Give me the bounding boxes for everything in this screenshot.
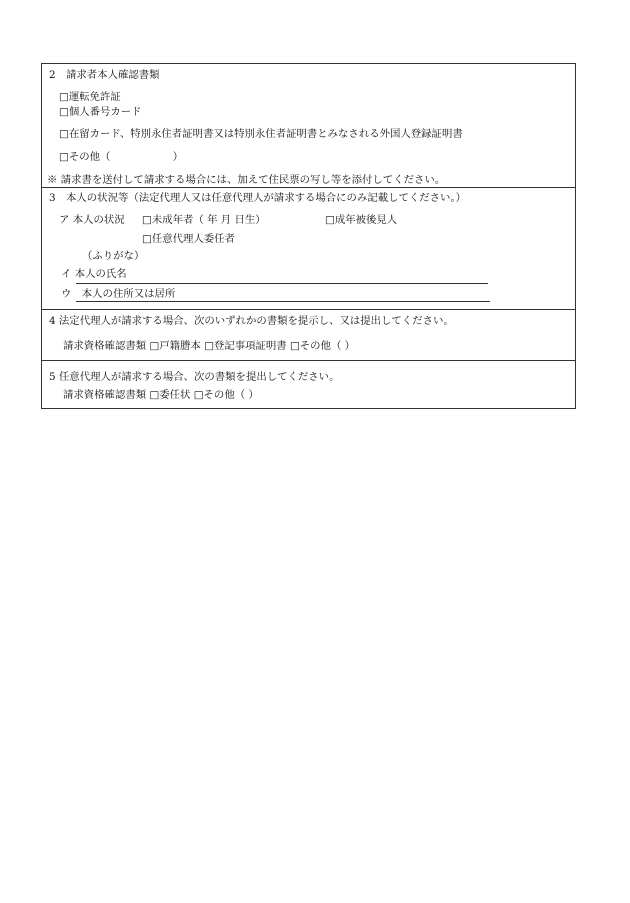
section2-heading: 2 請求者本人確認書類 <box>49 69 160 81</box>
divider <box>42 360 575 361</box>
address-field[interactable] <box>76 301 490 302</box>
option-minor[interactable]: □未成年者（ 年 月 日生） <box>142 214 266 226</box>
section4-docs[interactable]: 請求資格確認書類 □戸籍謄本 □登記事項証明書 □その他（ ） <box>63 340 356 352</box>
divider <box>42 187 575 188</box>
option-adult-ward[interactable]: □成年被後見人 <box>325 214 398 226</box>
divider <box>42 309 575 310</box>
option-my-number-card[interactable]: □個人番号カード <box>59 106 142 118</box>
option-residence-card[interactable]: □在留カード、特別永住者証明書又は特別永住者証明書とみなされる外国人登録証明書 <box>59 128 463 140</box>
furigana-label: （ふりがな） <box>82 250 145 262</box>
option-voluntary-principal[interactable]: □任意代理人委任者 <box>142 233 235 245</box>
name-field[interactable] <box>76 283 488 284</box>
option-drivers-license[interactable]: □運転免許証 <box>59 91 121 103</box>
section3-heading: 3 本人の状況等（法定代理人又は任意代理人が請求する場合にのみ記載してください。） <box>49 192 467 204</box>
name-label: イ 本人の氏名 <box>61 268 127 280</box>
option-other-id[interactable]: □その他（ ） <box>59 151 184 163</box>
mail-request-note: ※ 請求書を送付して請求する場合には、加えて住民票の写し等を添付してください。 <box>47 174 446 186</box>
section5-heading: 5 任意代理人が請求する場合、次の書類を提出してください。 <box>49 371 340 383</box>
status-label: ア 本人の状況 <box>59 214 125 226</box>
address-label: ウ 本人の住所又は居所 <box>61 288 176 300</box>
form-box <box>41 63 576 409</box>
section5-docs[interactable]: 請求資格確認書類 □委任状 □その他（ ） <box>63 389 259 401</box>
section4-heading: 4 法定代理人が請求する場合、次のいずれかの書類を提示し、又は提出してください。 <box>49 315 454 327</box>
